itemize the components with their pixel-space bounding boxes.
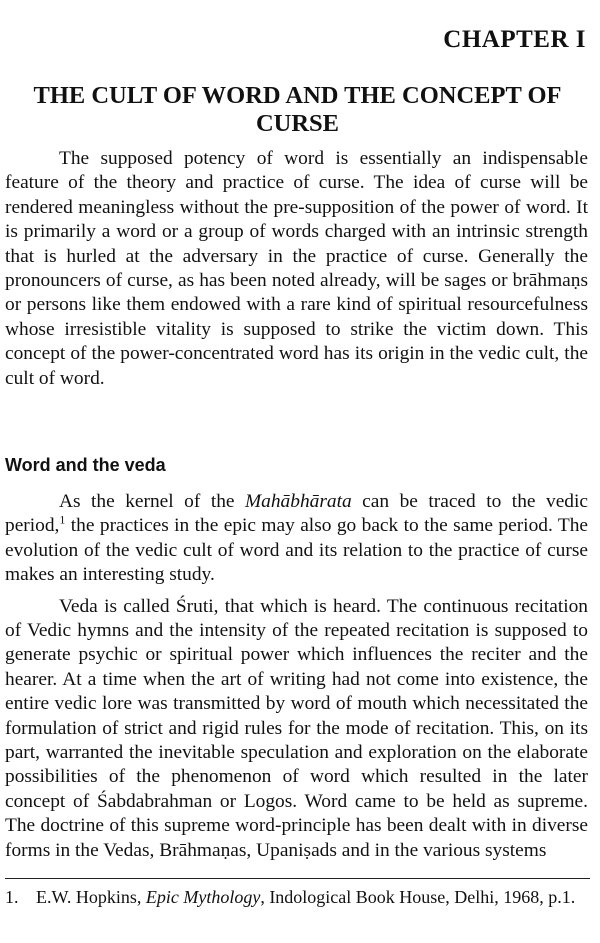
footnote-text [36, 885, 588, 909]
word-and-veda-section [5, 490, 588, 863]
footnote-number: 1. [5, 887, 19, 907]
paragraph-kernel [5, 490, 588, 588]
intro-section [5, 147, 588, 391]
paragraph-sruti: Veda is called Śruti, that which is heard. The continuous recitation of Vedic hymns and the intensity of the repeated recitation is supposed to generate psychic or spiritual power which influences the reciter and the hearer. At a time when the art of writing had not come into existence, the entire vedic lore was transmitted by word of mouth which necessitated the formulation of strict and rigid rules for the mode of recitation. This, on its part, warranted the inevitable speculation and exploration on the elaborate possibilities of the phenomenon of word which resulted in the later concept of Śabdabrahman or Logos. Word came to be held as supreme. The doctrine of this supreme word-principle has been dealt with in diverse forms in the Vedas, Brāhmaṇas, Upaniṣads and in the various systems [5, 595, 588, 861]
footnote-work: Epic Mythology [145, 887, 261, 907]
footnote-ref: 1 [59, 512, 66, 527]
footnote-details: , Indological Book House, Delhi, 1968, p.1. [260, 887, 576, 907]
footnote [5, 885, 588, 909]
para2-before: As the kernel of the [59, 491, 246, 512]
chapter-title: THE CULT OF WORD AND THE CONCEPT OF CURSE [33, 82, 562, 137]
intro-paragraph: The supposed potency of word is essentially an indispensable feature of the theory and practice of curse. The idea of curse will be rendered meaningless without the pre-supposition of the power of word. It is primarily a word or a group of words charged with an intrinsic strength that is hurled at the adversary in the practice of curse. Generally the pronouncers of curse, as has been noted already, will be sages or brāhmaṇs or persons like them endowed with a rare kind of spiritual resourcefulness whose irresistible vitality is supposed to strike the victim down. This concept of the power-concentrated word has its origin in the vedic cult, the cult of word. [5, 148, 588, 389]
section-heading: Word and the veda [5, 455, 166, 475]
footnote-divider [5, 878, 590, 879]
chapter-label: CHAPTER I [443, 26, 586, 53]
footnote-author: E.W. Hopkins, [36, 887, 146, 907]
para2-after: the practices in the epic may also go back to the same period. The evolution of the vedic cult of word and its relation to the practice of curse makes an interesting study. [5, 515, 588, 586]
para2-middle: can be traced to the vedic period, [5, 491, 588, 537]
mahabharata-italic: Mahābhārata [245, 491, 352, 512]
